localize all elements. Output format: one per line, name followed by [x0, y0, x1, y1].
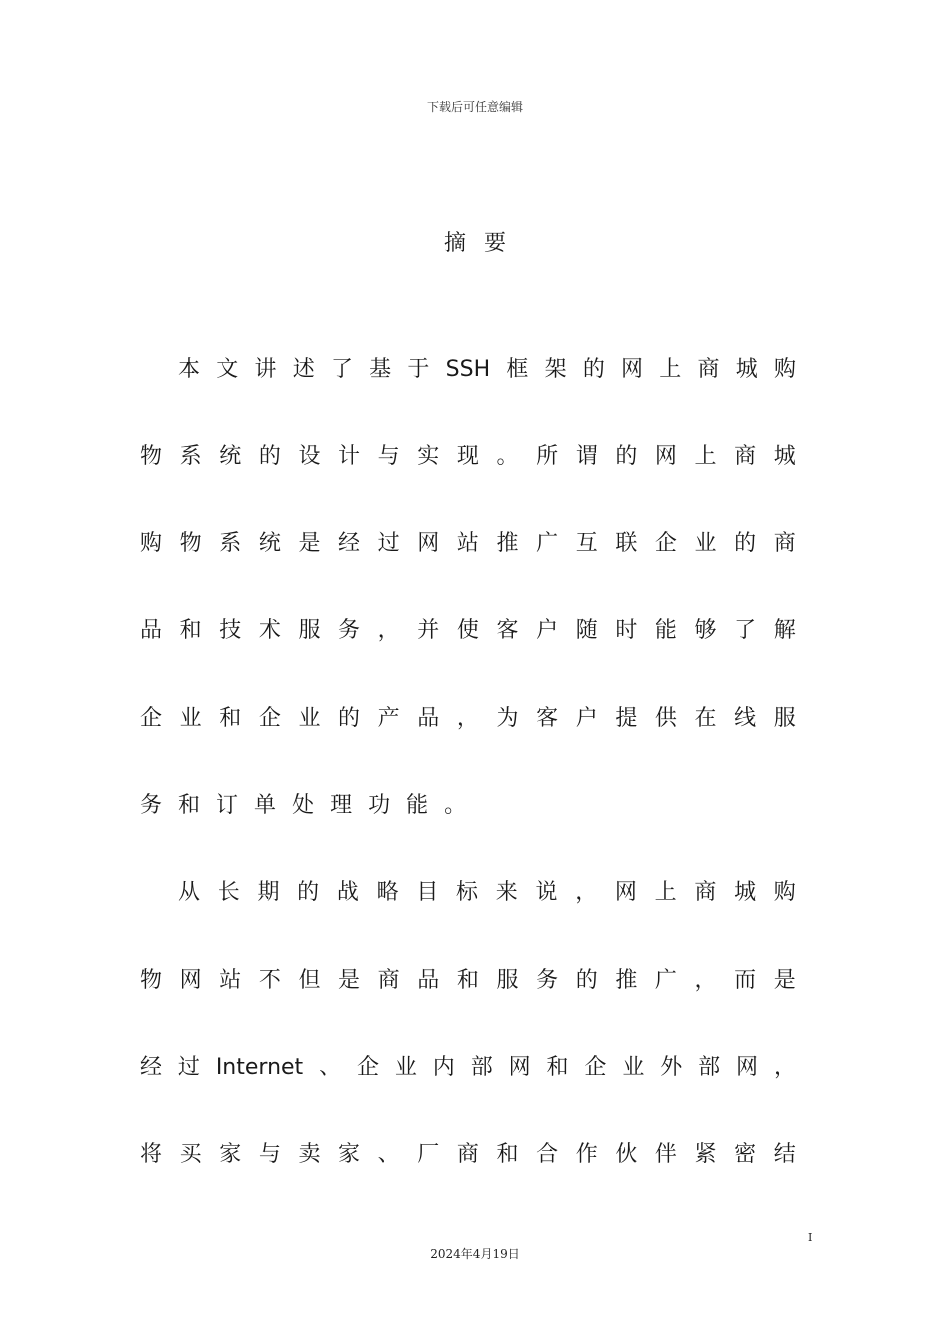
- body-line: 将 买 家 与 卖 家 、 厂 商 和 合 作 伙 伴 紧 密 结: [140, 1142, 796, 1167]
- body-line: 物 网 站 不 但 是 商 品 和 服 务 的 推 广 ， 而 是: [140, 968, 796, 993]
- body-line: 购 物 系 统 是 经 过 网 站 推 广 互 联 企 业 的 商: [140, 531, 796, 556]
- body-line: 本 文 讲 述 了 基 于 SSH 框 架 的 网 上 商 城 购: [178, 357, 796, 382]
- body-line: 品 和 技 术 服 务 ， 并 使 客 户 随 时 能 够 了 解: [140, 618, 796, 643]
- page-number: I: [808, 1231, 813, 1244]
- footer-date: 2024年4月19日: [430, 1247, 520, 1261]
- body-line: 从 长 期 的 战 略 目 标 来 说 ， 网 上 商 城 购: [178, 880, 796, 905]
- header-note: 下载后可任意编辑: [426, 100, 523, 114]
- body-line: 务 和 订 单 处 理 功 能 。: [140, 793, 467, 818]
- body-line: 物 系 统 的 设 计 与 实 现 。 所 谓 的 网 上 商 城: [140, 444, 796, 469]
- body-line: 企 业 和 企 业 的 产 品 ， 为 客 户 提 供 在 线 服: [140, 706, 796, 731]
- page-title: 摘要: [443, 231, 524, 256]
- body-line: 经 过 Internet 、 企 业 内 部 网 和 企 业 外 部 网 ，: [140, 1055, 796, 1080]
